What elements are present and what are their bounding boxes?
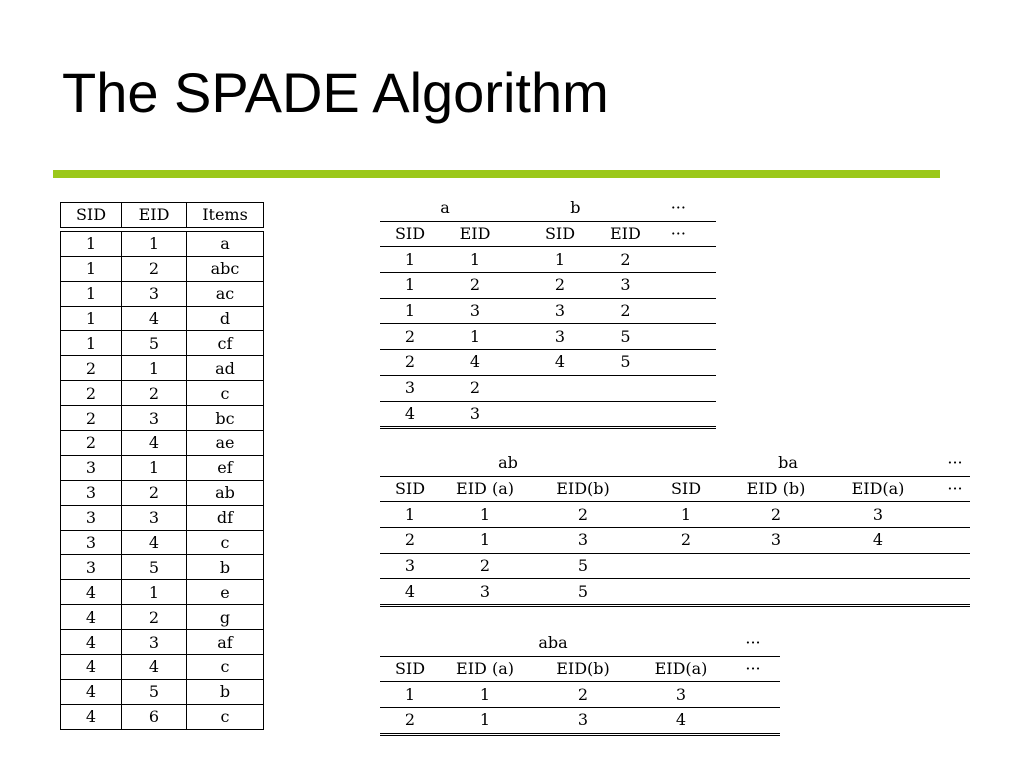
table-cell: 5 (122, 331, 187, 356)
table-cell: 3 (510, 324, 610, 350)
three-sequence-idlist-table (380, 631, 780, 736)
table-cell (940, 502, 970, 528)
table-cell: 4 (122, 530, 187, 555)
table-row (61, 281, 264, 306)
table-cell: 2 (530, 502, 636, 528)
table-cell: 2 (530, 682, 636, 708)
table-cell: a (187, 231, 264, 256)
table-cell: 1 (440, 528, 530, 554)
table-cell: 4 (61, 580, 122, 605)
table-cell: 3 (816, 502, 940, 528)
table-row (61, 655, 264, 680)
table-cell: 3 (122, 281, 187, 306)
page-title: The SPADE Algorithm (62, 61, 609, 124)
table-cell (636, 553, 736, 579)
table-cell: 3 (530, 528, 636, 554)
table-cell: 4 (816, 528, 940, 554)
table-cell: 1 (440, 502, 530, 528)
table-cell: 2 (380, 324, 440, 350)
table-cell: 4 (380, 579, 440, 606)
table-cell: 2 (736, 502, 816, 528)
table-cell (726, 708, 780, 735)
column-header: ··· (641, 221, 716, 247)
table-cell: 4 (510, 350, 610, 376)
table-cell (940, 528, 970, 554)
table-cell (636, 579, 736, 606)
table-cell (641, 247, 716, 273)
table-cell: 3 (61, 505, 122, 530)
table-cell (610, 375, 641, 401)
table-cell (816, 553, 940, 579)
table-cell: 2 (122, 605, 187, 630)
table-cell: df (187, 505, 264, 530)
table-cell: 4 (61, 655, 122, 680)
column-header: EID(b) (530, 656, 636, 682)
table-cell: c (187, 381, 264, 406)
table-cell: c (187, 704, 264, 729)
table-row (61, 679, 264, 704)
column-header: SID (380, 656, 440, 682)
table-cell: 1 (510, 247, 610, 273)
table-cell: e (187, 580, 264, 605)
column-header: ··· (940, 476, 970, 502)
table-row (61, 381, 264, 406)
table-cell: af (187, 630, 264, 655)
table-cell: 3 (510, 298, 610, 324)
table-cell (641, 375, 716, 401)
group-header-ab: ab (498, 453, 518, 473)
table-cell: b (187, 555, 264, 580)
column-header-sid: SID (61, 203, 122, 228)
table-cell: bc (187, 406, 264, 431)
table-cell: 2 (636, 528, 736, 554)
table-cell: 1 (440, 682, 530, 708)
table-cell: cf (187, 331, 264, 356)
table-row (61, 256, 264, 281)
table-cell (940, 553, 970, 579)
table-cell: 2 (61, 381, 122, 406)
table-row (380, 682, 780, 708)
table-cell: 2 (61, 431, 122, 456)
table-cell: abc (187, 256, 264, 281)
group-header-ellipsis: ··· (947, 453, 963, 473)
table-cell: 2 (122, 480, 187, 505)
table-cell (641, 401, 716, 428)
table-cell: 5 (122, 555, 187, 580)
table-cell: 4 (380, 401, 440, 428)
table-row (61, 555, 264, 580)
title-underline (53, 170, 940, 178)
table-cell (610, 401, 641, 428)
table-row (61, 306, 264, 331)
table-cell: ac (187, 281, 264, 306)
table-cell: 2 (610, 298, 641, 324)
table-cell (510, 401, 610, 428)
table-cell: 1 (380, 502, 440, 528)
table-cell (641, 324, 716, 350)
column-header: ··· (726, 656, 780, 682)
table-cell: 3 (636, 682, 726, 708)
table-cell: 3 (440, 401, 510, 428)
table-cell: ad (187, 356, 264, 381)
table-cell: 4 (122, 306, 187, 331)
table-cell: 2 (440, 553, 530, 579)
table-cell: c (187, 655, 264, 680)
table-cell: 1 (61, 231, 122, 256)
table-cell (940, 579, 970, 606)
table-row (380, 247, 716, 273)
table-cell: 4 (61, 605, 122, 630)
sequence-database-table (60, 202, 264, 730)
column-header: EID(b) (530, 476, 636, 502)
table-row (61, 356, 264, 381)
table-cell (736, 579, 816, 606)
table-cell (641, 350, 716, 376)
table-row (61, 605, 264, 630)
table-cell: 2 (61, 406, 122, 431)
table-row (380, 401, 716, 428)
table-cell: 1 (61, 256, 122, 281)
table-cell: g (187, 605, 264, 630)
table-cell: 5 (530, 579, 636, 606)
table-cell: 4 (636, 708, 726, 735)
table-cell: 2 (380, 708, 440, 735)
table-cell: 6 (122, 704, 187, 729)
table-row (61, 480, 264, 505)
table-row (380, 324, 716, 350)
table-cell: 3 (736, 528, 816, 554)
table-cell: 4 (122, 431, 187, 456)
table-row (61, 630, 264, 655)
table-cell: 4 (61, 679, 122, 704)
table-cell: 3 (530, 708, 636, 735)
table-cell: 3 (61, 455, 122, 480)
table-cell: 2 (610, 247, 641, 273)
column-header: EID (610, 221, 641, 247)
table-cell: 2 (510, 273, 610, 299)
table-cell: b (187, 679, 264, 704)
table-cell: 3 (440, 579, 530, 606)
table-cell: 5 (122, 679, 187, 704)
group-header-aba: aba (538, 633, 568, 653)
table-cell (641, 273, 716, 299)
table-cell: 5 (530, 553, 636, 579)
table-cell (816, 579, 940, 606)
table-cell: 3 (440, 298, 510, 324)
table-cell (726, 682, 780, 708)
group-header-a: a (440, 198, 450, 218)
table-cell: 3 (610, 273, 641, 299)
group-header-ellipsis: ··· (745, 633, 761, 653)
table-cell: ab (187, 480, 264, 505)
table-cell (736, 553, 816, 579)
table-row (61, 580, 264, 605)
two-sequence-idlist-table (380, 451, 970, 607)
table-cell: 1 (440, 324, 510, 350)
table-row (61, 505, 264, 530)
table-cell: ef (187, 455, 264, 480)
table-cell: 4 (61, 630, 122, 655)
table-row (380, 298, 716, 324)
table-row (380, 502, 970, 528)
table-cell (510, 375, 610, 401)
table-cell: 1 (636, 502, 736, 528)
column-header: EID(a) (636, 656, 726, 682)
table-row (380, 579, 970, 606)
table-cell: 1 (380, 682, 440, 708)
table-cell: 1 (380, 298, 440, 324)
table-cell: c (187, 530, 264, 555)
column-header-items: Items (187, 203, 264, 228)
table-cell: 1 (380, 247, 440, 273)
table-row (61, 331, 264, 356)
column-header: EID (b) (736, 476, 816, 502)
table-cell: 2 (122, 256, 187, 281)
table-cell: 3 (61, 530, 122, 555)
table-row (61, 406, 264, 431)
table-cell: 2 (380, 350, 440, 376)
table-cell: 1 (440, 708, 530, 735)
column-header: SID (380, 476, 440, 502)
table-cell: 2 (122, 381, 187, 406)
column-header-eid: EID (122, 203, 187, 228)
table-cell: 4 (122, 655, 187, 680)
column-header: EID(a) (816, 476, 940, 502)
single-item-idlist-table (380, 196, 716, 429)
table-cell: d (187, 306, 264, 331)
table-cell: 1 (61, 331, 122, 356)
table-cell: 3 (380, 553, 440, 579)
table-cell: 5 (610, 350, 641, 376)
table-cell: 1 (380, 273, 440, 299)
table-row (61, 530, 264, 555)
table-cell: 1 (122, 580, 187, 605)
table-row (380, 528, 970, 554)
table-cell: ae (187, 431, 264, 456)
table-row (380, 350, 716, 376)
table-row (61, 231, 264, 256)
table-row (61, 704, 264, 729)
table-cell: 1 (122, 356, 187, 381)
group-header-ellipsis: ··· (670, 198, 686, 218)
column-header: EID (440, 221, 510, 247)
table-cell: 1 (61, 281, 122, 306)
group-header-ba: ba (778, 453, 798, 473)
table-row (380, 273, 716, 299)
column-header: EID (a) (440, 476, 530, 502)
table-cell: 1 (440, 247, 510, 273)
table-cell: 3 (380, 375, 440, 401)
table-cell: 3 (61, 480, 122, 505)
group-header-b: b (570, 198, 581, 218)
table-cell: 4 (440, 350, 510, 376)
table-cell: 3 (61, 555, 122, 580)
table-cell: 3 (122, 505, 187, 530)
table-row (61, 431, 264, 456)
table-cell: 3 (122, 406, 187, 431)
table-cell: 2 (440, 375, 510, 401)
table-row (380, 708, 780, 735)
table-cell: 3 (122, 630, 187, 655)
table-cell: 2 (440, 273, 510, 299)
table-cell: 2 (61, 356, 122, 381)
table-cell: 4 (61, 704, 122, 729)
table-row (61, 455, 264, 480)
table-cell: 1 (122, 231, 187, 256)
table-cell: 2 (380, 528, 440, 554)
table-row (380, 375, 716, 401)
column-header: SID (380, 221, 440, 247)
column-header: EID (a) (440, 656, 530, 682)
column-header: SID (510, 221, 610, 247)
table-cell: 5 (610, 324, 641, 350)
table-row (380, 553, 970, 579)
table-cell (641, 298, 716, 324)
table-cell: 1 (122, 455, 187, 480)
column-header: SID (636, 476, 736, 502)
table-cell: 1 (61, 306, 122, 331)
